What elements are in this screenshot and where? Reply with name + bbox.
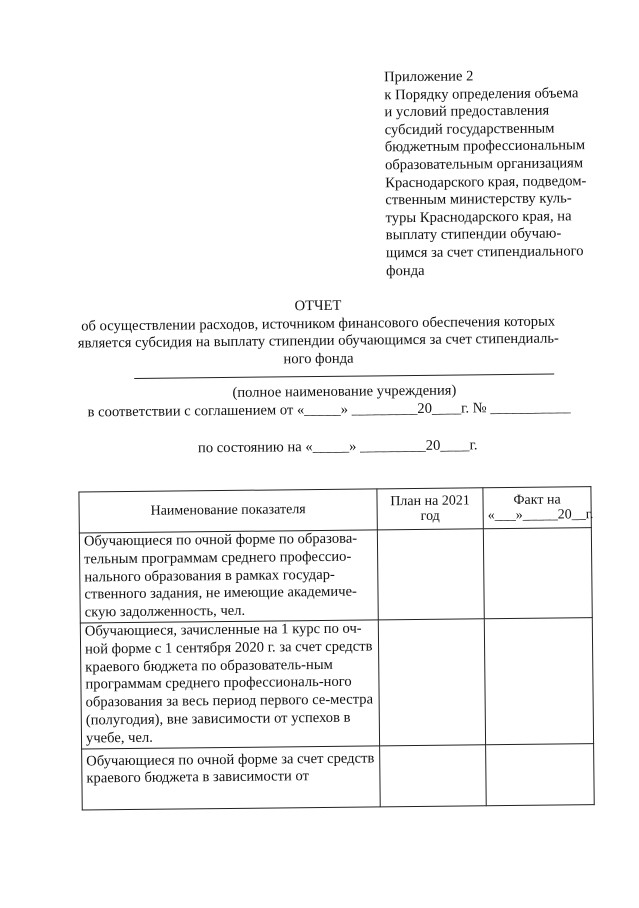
fact-cell (486, 743, 595, 805)
appendix-line: и условий предоставления (384, 102, 550, 121)
appendix-block (384, 67, 601, 280)
appendix-line: образовательным организациям (384, 155, 584, 174)
table-row (79, 528, 592, 623)
plan-cell (377, 529, 484, 620)
indicators-table (78, 486, 594, 810)
appendix-line: щимся за счет стипендиального (385, 243, 584, 262)
plan-cell (380, 744, 487, 806)
appendix-line: туры Краснодарского края, на (385, 208, 572, 227)
appendix-line: выплату стипендии обучаю- (385, 225, 562, 244)
report-title: ОТЧЕТ (294, 297, 342, 315)
institution-caption: (полное наименование учреждения) (232, 382, 457, 401)
header-indicator-name: Наименование показателя (79, 489, 377, 533)
agreement-line: в соответствии с соглашением от «_____» _________20____г. № ___________ (87, 399, 571, 421)
appendix-line: Краснодарского края, подведом- (385, 172, 587, 191)
indicator-label: Обучающиеся по очной форме за счет средств краевого бюджета в зависимости от (86, 750, 375, 787)
header-plan: План на 2021 год (377, 488, 483, 530)
indicator-label: Обучающиеся по очной форме по образова-тельным программам среднего профессио-нального образования в рамках государ-ственного задания, не имеющие академиче-скую задолженность, чел. (79, 530, 378, 623)
report-subtitle-line: об осуществлении расходов, источником финансового обеспечения которых (81, 313, 556, 335)
appendix-line: к Порядку определения объема (384, 84, 579, 103)
plan-cell (378, 619, 485, 746)
fact-cell (484, 618, 593, 745)
state-date-line: по состоянию на «_____» _________20____г. (197, 437, 478, 457)
appendix-line: фонда (386, 262, 425, 279)
table-header-row (79, 487, 591, 533)
header-fact: Факт на «___»_____20__г. (483, 487, 591, 529)
appendix-line: бюджетным профессиональным (384, 137, 586, 156)
appendix-line: ственным министерству куль- (385, 190, 572, 209)
table-row (80, 618, 593, 749)
appendix-line: Приложение 2 (384, 68, 474, 86)
institution-name-line (134, 374, 554, 379)
appendix-line: субсидий государственным (384, 120, 555, 139)
fact-cell (483, 528, 592, 619)
indicator-label: Обучающиеся, зачисленные на 1 курс по оч-ной форме с 1 сентября 2020 г. за счет средств краевого бюджета по образователь-ным программам среднего профессиональ-ного образования за весь период первого се-местра (полугодия), вне зависимости от успехов в учебе, чел. (80, 620, 379, 749)
report-subtitle-line: ного фонда (283, 350, 354, 368)
table-row (82, 743, 595, 809)
report-subtitle-line: является субсидия на выплату стипендии обучающимся за счет стипендиаль- (77, 330, 559, 352)
